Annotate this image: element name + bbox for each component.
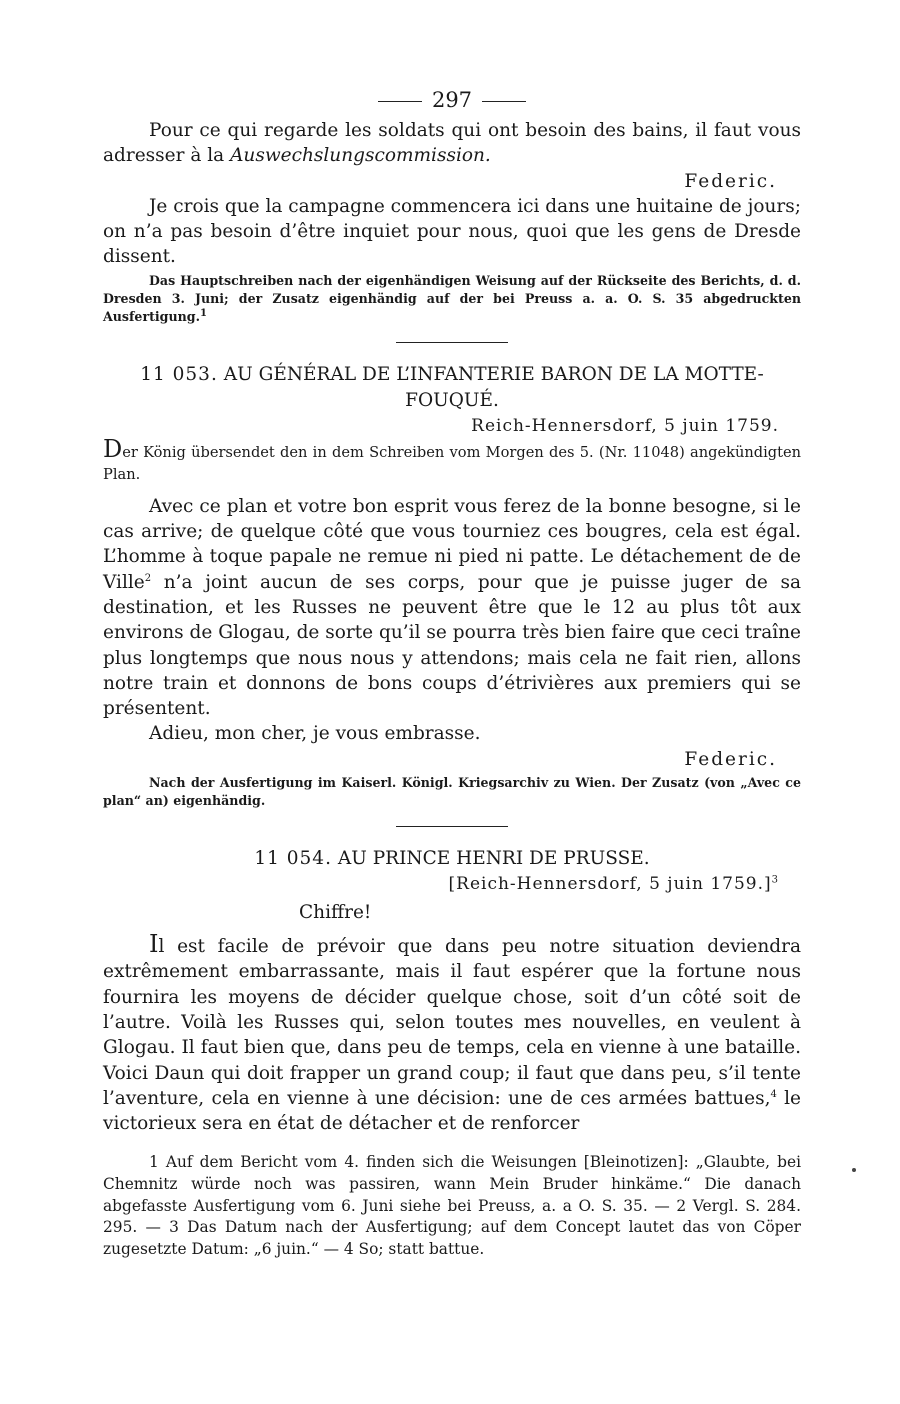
- footnote-text: 1 Auf dem Bericht vom 4. finden sich die Weisungen [Bleinotizen]: „Glaubte, bei Chemnitz würde noch was passiren, wann Mein Bruder hinkäme.“ Die danach abgefasste Ausfertigung vom 6. Juni siehe bei Preuss, a. a O. S. 35. — 2 Vergl. S. 284. 295. — 3 Das Datum nach der Ausfertigung; auf dem Concept lautet das von Cöper zugesetzte Datum: „6 juin.“ — 4 So; statt battue.: [103, 1153, 801, 1258]
- signature-1: Federic.: [684, 170, 777, 192]
- letter-title-2: AU PRINCE HENRI DE PRUSSE.: [337, 848, 650, 870]
- letter-heading-11054: [103, 846, 801, 872]
- margin-dot: [852, 1168, 856, 1172]
- letter-paragraph-3: Il est facile de prévoir que dans peu notre situation deviendra extrêmement embarrassante, mais il faut espérer que la fortune nous fournira les moyens de décider quelque chose, soit d’un côté soit de l’autre. Voilà les Russes qui, selon toutes mes nouvelles, en veulent à Glogau. Il faut bien que, dans peu de temps, cela en vienne à une bataille. Voici Daun qui doit frapper un grand coup; il faut que dans peu, s’il tente l’aventure, cela en vienne à une décision: une de ces armées battues,$^4$ le victorieux sera en état de détacher et de renforcer: [103, 930, 801, 1135]
- dropcap-I: I: [149, 930, 159, 959]
- letter-title: AU GÉNÉRAL DE L’INFANTERIE BARON DE LA MOTTE-FOUQUÉ.: [223, 363, 764, 411]
- section-divider-1: [396, 342, 508, 343]
- letter-source-note: Nach der Ausfertigung im Kaiserl. Königl. Kriegsarchiv zu Wien. Der Zusatz (von „Avec ce plan“ an) eigenhändig.: [103, 775, 801, 809]
- letter-paragraph-2: Adieu, mon cher, je vous embrasse.: [149, 723, 481, 745]
- signature-2: Federic.: [684, 748, 777, 770]
- footnote-ref-1: 1: [200, 307, 207, 319]
- footnote-ref-4: 4: [770, 1088, 777, 1100]
- page: [103, 84, 801, 1260]
- page-number-dash-right: [482, 101, 526, 102]
- page-number: 297: [103, 84, 801, 116]
- letter-heading-11053: [103, 362, 801, 414]
- footnote-ref-3: 3: [771, 874, 779, 886]
- footnote-ref-2: 2: [144, 572, 152, 584]
- section-divider-2: [396, 826, 508, 827]
- page-number-dash-left: [378, 101, 422, 102]
- place-date: Reich-Hennersdorf, 5 juin 1759.: [471, 415, 779, 436]
- place-date-2: [Reich-Hennersdorf, 5 juin 1759.]$^3$: [448, 874, 779, 895]
- letter-number-2: 11 054.: [254, 848, 332, 870]
- italic-term: Auswechslungscommission.: [230, 145, 491, 167]
- prev-source-note: Das Hauptschreiben nach der eigenhändigen Weisung auf der Rückseite des Berichts, d. d. Dresden 3. Juni; der Zusatz eigenhändig auf der bei Preuss a. a. O. S. 35 abgedruckten Ausfertigung.$^1$: [103, 272, 801, 324]
- letter-summary: Der König übersendet den in dem Schreiben vom Morgen des 5. (Nr. 11048) angekündigten Plan.: [103, 434, 801, 483]
- prev-paragraph-2: Je crois que la campagne commencera ici dans une huitaine de jours; on n’a pas besoin d’être inquiet pour nous, quoi que les gens de Dresde dissent.: [103, 195, 801, 268]
- footnotes: [103, 1152, 801, 1260]
- letter-number: 11 053.: [140, 363, 218, 385]
- chiffre-label: Chiffre!: [299, 902, 372, 924]
- prev-paragraph-1: Pour ce qui regarde les soldats qui ont besoin des bains, il faut vous adresser à la Auswechslungscommission.: [103, 120, 801, 167]
- letter-paragraph-1: Avec ce plan et votre bon esprit vous ferez de la bonne besogne, si le cas arrive; de quelque côté que vous tourniez ces bougres, cela est égal. L’homme à toque papale ne remue ni pied ni patte. Le détachement de de Ville$^2$ n’a joint aucun de ses corps, pour que je puisse juger de sa destination, et les Russes ne peuvent être que le 12 au plus tôt aux environs de Glogau, de sorte qu’il se pourra très bien faire que ceci traîne plus longtemps que nous nous y attendons; mais cela ne fait rien, allons notre train et donnons de bons coups d’étrivières aux premiers qui se présentent.: [103, 495, 801, 720]
- summary-dropcap: D: [103, 434, 123, 463]
